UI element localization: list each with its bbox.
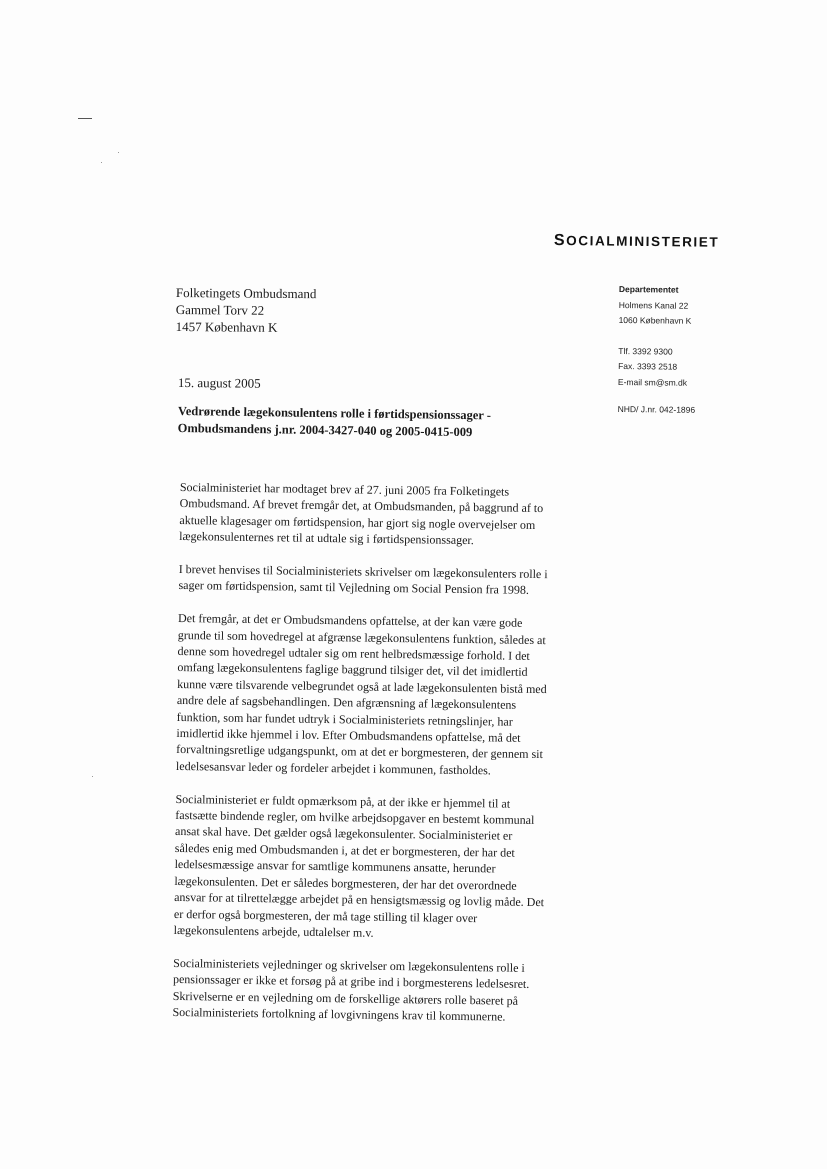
- paragraph: [178, 561, 558, 599]
- scan-speck: [118, 152, 119, 153]
- recipient-line: Folketingets Ombudsmand: [175, 284, 317, 302]
- recipient-address: [176, 284, 317, 336]
- body-line: andre dele af sagsbehandlingen. Den afgrænsning af lægekonsulentens: [176, 693, 517, 712]
- body-line: sager om førtidspension, samt til Vejledning om Social Pension fra 1998.: [178, 578, 529, 598]
- body-line: aktuelle klagesager om førtidspension, har gjort sig nogle overvejelser om: [179, 512, 536, 532]
- body-line: Skrivelserne er en vejledning om de forskellige aktørers rolle baseret på: [172, 988, 519, 1008]
- body-line: Socialministeriets vejledninger og skrivelser om lægekonsulentens rolle i: [173, 955, 525, 975]
- sender-department: Departementet: [618, 283, 679, 295]
- logo-rest: OCIALMINISTERIET: [566, 233, 720, 250]
- paragraph: [179, 479, 560, 550]
- paragraph: [176, 610, 558, 779]
- body-line: lægekonsulenternes ret til at udtale sig i førtidspensionssager.: [179, 529, 474, 548]
- body-line: denne som hovedregel udtaler sig om rent helbredsmæssige forhold. I det: [177, 644, 530, 663]
- sender-email: E-mail sm@sm.dk: [617, 376, 688, 388]
- body-line: ansvar for at tilrettelægge arbejdet på en hensigtsmæssig og lovlig måde. Det: [174, 890, 545, 910]
- letter-date: 15. august 2005: [177, 375, 261, 391]
- paragraph: [174, 791, 556, 944]
- sender-block: [618, 282, 697, 418]
- body-line: Ombudsmand. Af brevet fremgår det, at Ombudsmanden, på baggrund af to: [179, 496, 544, 516]
- sender-address-line: Holmens Kanal 22: [618, 299, 689, 311]
- body-line: ledelsesmæssige ansvar for samtlige kommunens ansatte, herunder: [174, 857, 496, 876]
- letter-subject: [178, 403, 492, 441]
- body-line: pensionssager er ikke et forsøg på at gribe ind i borgmesterens ledelsesret.: [172, 972, 530, 992]
- body-line: ansat skal have. Det gælder også lægekonsulenter. Socialministeriet er: [174, 824, 513, 844]
- sender-phone: Tlf. 3392 9300: [618, 345, 673, 357]
- body-line: ledelsesansvar leder og fordeler arbejdet i kommunen, fastholdes.: [175, 758, 491, 778]
- body-line: Det fremgår, at det er Ombudsmandens opfattelse, at der kan være gode: [177, 611, 523, 631]
- scan-mark: [78, 118, 92, 119]
- recipient-line: 1457 København K: [175, 318, 278, 335]
- body-line: kunne være tilsvarende velbegrundet også at lade lægekonsulenten bistå med: [177, 676, 547, 696]
- body-line: Socialministeriet har modtaget brev af 27. juni 2005 fra Folketingets: [179, 479, 510, 499]
- paragraph: [172, 955, 553, 1026]
- logo-first-letter: S: [553, 232, 567, 250]
- recipient-line: Gammel Torv 22: [175, 301, 265, 318]
- body-line: omfang lægekonsulentens faglige baggrund tilsiger det, vil det imidlertid: [177, 660, 528, 680]
- body-line: imidlertid ikke hjemmel i lov. Efter Ombudsmandens opfattelse, må det: [176, 726, 521, 745]
- sender-fax: Fax. 3393 2518: [618, 360, 678, 372]
- body-line: fastsætte bindende regler, om hvilke arbejdsopgaver en bestemt kommunal: [175, 808, 535, 828]
- sender-reference: NHD/ J.nr. 042-1896: [617, 403, 696, 415]
- body-line: lægekonsulentens arbejde, udtalelser m.v.: [173, 922, 374, 940]
- body-line: er derfor også borgmesteren, der må tage stilling til klager over: [173, 906, 478, 925]
- letter-body: [172, 479, 560, 1042]
- scan-speck: [92, 776, 93, 777]
- body-line: forvaltningsretlige udgangspunkt, om at det er borgmesteren, der gennem sit: [176, 742, 543, 762]
- sender-address-line: 1060 København K: [618, 314, 692, 326]
- body-line: Socialministeriet er fuldt opmærksom på, at der ikke er hjemmel til at: [175, 791, 511, 811]
- ministry-logo: [554, 232, 720, 252]
- body-line: således enig med Ombudsmanden i, at det er borgmesteren, der har det: [174, 840, 515, 860]
- scan-speck: [101, 162, 102, 163]
- body-line: grunde til som hovedregel at afgrænse lægekonsulentens funktion, således at: [177, 627, 546, 647]
- body-line: lægekonsulenten. Det er således borgmesteren, der har det overordnede: [174, 873, 517, 893]
- subject-line: Vedrørende lægekonsulentens rolle i førtidspensionssager -: [177, 403, 492, 423]
- body-line: Socialministeriets fortolkning af lovgivningens krav til kommunerne.: [172, 1004, 506, 1024]
- body-line: I brevet henvises til Socialministeriets skrivelser om lægekonsulenters rolle i: [178, 562, 548, 582]
- subject-line: Ombudsmandens j.nr. 2004-3427-040 og 2005-0415-009: [177, 420, 473, 440]
- body-line: funktion, som har fundet udtryk i Socialministeriets retningslinjer, har: [176, 709, 513, 729]
